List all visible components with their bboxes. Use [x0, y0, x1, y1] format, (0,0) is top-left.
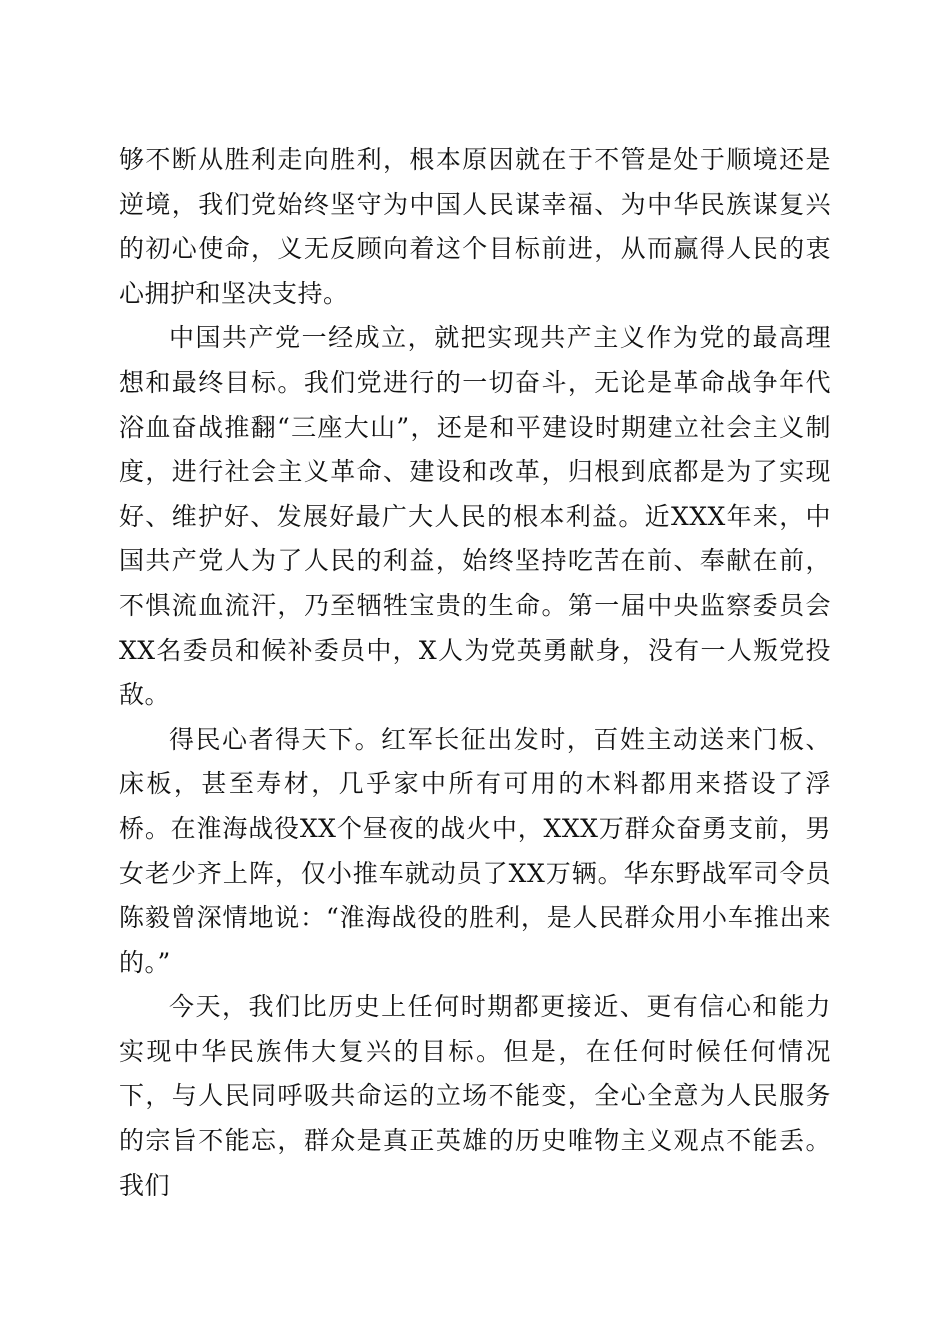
paragraph-continuation: 够不断从胜利走向胜利，根本原因就在于不管是处于顺境还是逆境，我们党始终坚守为中国人民谋幸福、为中华民族谋复兴的初心使命，义无反顾向着这个目标前进，从而赢得人民的衷心拥护和坚决支持。 — [119, 145, 831, 308]
paragraph-today: 今天，我们比历史上任何时期都更接近、更有信心和能力实现中华民族伟大复兴的目标。但是，在任何时候任何情况下，与人民同呼吸共命运的立场不能变，全心全意为人民服务的宗旨不能忘，群众是真正英雄的历史唯物主义观点不能丢。我们 — [119, 992, 831, 1200]
paragraph-party-founding: 中国共产党一经成立，就把实现共产主义作为党的最高理想和最终目标。我们党进行的一切奋斗，无论是革命战争年代浴血奋战推翻“三座大山”，还是和平建设时期建立社会主义制度，进行社会主义革命、建设和改革，归根到底都是为了实现好、维护好、发展好最广大人民的根本利益。近XXX年来，中国共产党人为了人民的利益，始终坚持吃苦在前、奉献在前，不惧流血流汗，乃至牺牲宝贵的生命。第一届中央监察委员会XX名委员和候补委员中，X人为党英勇献身，没有一人叛党投敌。 — [119, 323, 831, 710]
document-body — [119, 138, 831, 1208]
paragraph-popular-support: 得民心者得天下。红军长征出发时，百姓主动送来门板、床板，甚至寿材，几乎家中所有可用的木料都用来搭设了浮桥。在淮海战役XX个昼夜的战火中，XXX万群众奋勇支前，男女老少齐上阵，仅小推车就动员了XX万辆。华东野战军司令员陈毅曾深情地说：“淮海战役的胜利，是人民群众用小车推出来的。” — [119, 724, 831, 977]
